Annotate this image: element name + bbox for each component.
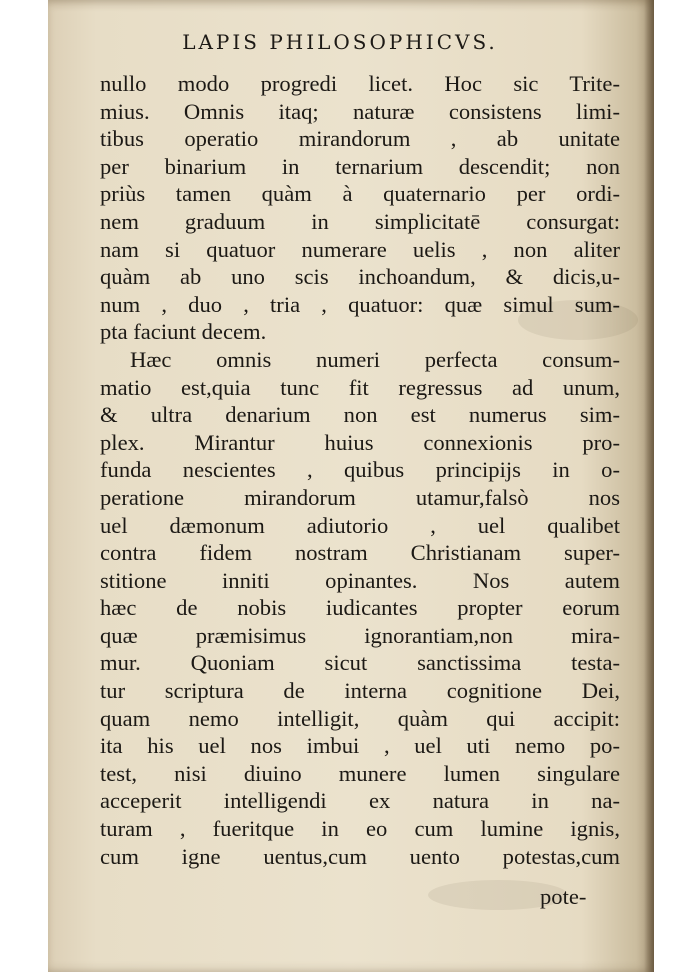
text-line: per binarium in ternarium descendit; non <box>100 153 620 179</box>
text-line: & ultra denarium non est numerus sim- <box>100 402 620 428</box>
text-line: Hæc omnis numeri perfecta consum- <box>130 346 620 372</box>
text-line: hæc de nobis iudicantes propter eorum <box>100 595 620 621</box>
text-line: priùs tamen quàm à quaternario per ordi- <box>100 181 620 207</box>
text-line: contra fidem nostram Christianam super- <box>100 540 620 566</box>
text-line: matio est,quia tunc fit regressus ad unum, <box>100 374 620 400</box>
text-line: quàm ab uno scis inchoandum, & dicis,u- <box>100 264 620 290</box>
text-line: ita his uel nos imbui , uel uti nemo po- <box>100 733 620 759</box>
text-line: acceperit intelligendi ex natura in na- <box>100 788 620 814</box>
body-text <box>100 70 620 870</box>
catchword: pote- <box>540 884 587 909</box>
text-line: turam , fueritque in eo cum lumine ignis, <box>100 816 620 842</box>
text-line: cum igne uentus,cum uento potestas,cum <box>100 843 620 869</box>
text-line: test, nisi diuino munere lumen singulare <box>100 760 620 786</box>
text-line: mius. Omnis itaq; naturæ consistens limi- <box>100 98 620 124</box>
text-line: plex. Mirantur huius connexionis pro- <box>100 429 620 455</box>
text-line: num , duo , tria , quatuor: quæ simul sum- <box>100 291 620 317</box>
text-line: peratione mirandorum utamur,falsò nos <box>100 484 620 510</box>
text-line: mur. Quoniam sicut sanctissima testa- <box>100 650 620 676</box>
text-line: nem graduum in simplicitatē consurgat: <box>100 208 620 234</box>
text-line: pta faciunt decem. <box>100 319 267 345</box>
text-line: quam nemo intelligit, quàm qui accipit: <box>100 705 620 731</box>
text-line: funda nescientes , quibus principijs in o- <box>100 457 620 483</box>
text-line: nullo modo progredi licet. Hoc sic Trite- <box>100 71 620 96</box>
text-line: nam si quatuor numerare uelis , non aliter <box>100 236 620 262</box>
text-line: uel dæmonum adiutorio , uel qualibet <box>100 512 620 538</box>
text-line: stitione inniti opinantes. Nos autem <box>100 567 620 593</box>
text-line: quæ præmisimus ignorantiam,non mira- <box>100 622 620 648</box>
text-line: tur scriptura de interna cognitione Dei, <box>100 678 620 704</box>
running-head: LAPIS PHILOSOPHICVS. <box>182 30 498 54</box>
text-line: tibus operatio mirandorum , ab unitate <box>100 126 620 152</box>
